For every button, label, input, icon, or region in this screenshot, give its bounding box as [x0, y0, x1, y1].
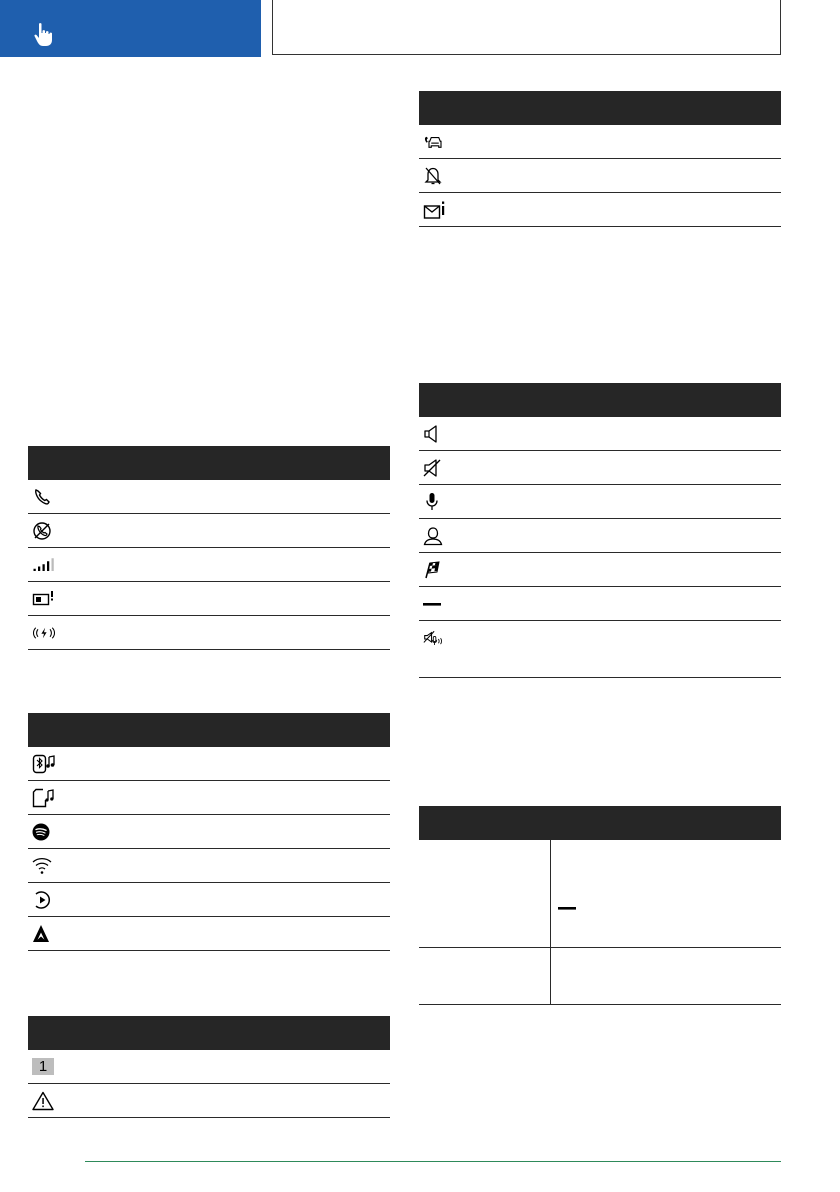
- table-row: [28, 917, 390, 951]
- header-box: [272, 0, 781, 55]
- race-flag-icon: [423, 560, 447, 580]
- table-header: [419, 383, 781, 417]
- number-badge-text: 1: [38, 1058, 48, 1075]
- speaker-icon: [423, 424, 447, 444]
- table-row: [419, 159, 781, 193]
- phone-audio-icon: [32, 788, 56, 808]
- symbol-table-misc: [28, 1016, 390, 1118]
- table-header: [419, 91, 781, 125]
- android-auto-icon: [32, 924, 56, 944]
- table-row: [419, 553, 781, 587]
- column-divider: [550, 840, 551, 947]
- table-row: [28, 1084, 390, 1118]
- table-row: [28, 480, 390, 514]
- table-row: [419, 451, 781, 485]
- battery-low-icon: [32, 589, 56, 609]
- table-row: [28, 548, 390, 582]
- dash-icon: [558, 904, 578, 914]
- table-row: [419, 840, 781, 948]
- column-divider: [550, 948, 551, 1004]
- table-row: [419, 417, 781, 451]
- pointing-hand-icon: [33, 22, 57, 48]
- symbol-table-messages: [419, 91, 781, 227]
- table-header: [28, 1016, 390, 1050]
- split-table: [419, 806, 781, 1005]
- table-row: [28, 815, 390, 849]
- table-header: [28, 713, 390, 747]
- warning-triangle-icon: [32, 1091, 56, 1111]
- table-row: [28, 1050, 390, 1084]
- wifi-icon: [32, 856, 56, 876]
- play-circle-icon: [32, 890, 56, 910]
- table-row: [419, 193, 781, 227]
- table-row: [28, 582, 390, 616]
- microphone-icon: [423, 492, 447, 512]
- vehicle-phone-icon: [423, 132, 447, 152]
- table-row: [419, 587, 781, 621]
- table-row: [28, 616, 390, 650]
- table-row: [419, 948, 781, 1005]
- table-row: [419, 125, 781, 159]
- table-row: [419, 485, 781, 519]
- table-row: [419, 519, 781, 553]
- table-row: [419, 621, 781, 678]
- signal-strength-icon: [32, 555, 56, 575]
- contact-icon: [423, 526, 447, 546]
- speaker-mic-muted-icon: [423, 629, 447, 649]
- number-badge-icon: [32, 1058, 54, 1075]
- table-row: [28, 514, 390, 548]
- table-header: [419, 806, 781, 840]
- table-row: [28, 883, 390, 917]
- symbol-table-phone-status: [28, 446, 390, 650]
- bell-muted-icon: [423, 166, 447, 186]
- spotify-icon: [32, 822, 56, 842]
- symbol-table-audio-controls: [419, 383, 781, 678]
- footer-rule: [85, 1161, 781, 1162]
- wireless-charging-icon: [32, 623, 56, 643]
- message-info-icon: [423, 200, 447, 220]
- phone-crossed-icon: [32, 521, 56, 541]
- chapter-tab: [0, 0, 261, 57]
- table-row: [28, 781, 390, 815]
- table-header: [28, 446, 390, 480]
- bluetooth-audio-icon: [32, 754, 56, 774]
- dash-icon: [423, 594, 447, 614]
- table-row: [28, 747, 390, 781]
- speaker-muted-icon: [423, 458, 447, 478]
- table-row: [28, 849, 390, 883]
- symbol-table-audio-sources: [28, 713, 390, 951]
- phone-handset-icon: [32, 487, 56, 507]
